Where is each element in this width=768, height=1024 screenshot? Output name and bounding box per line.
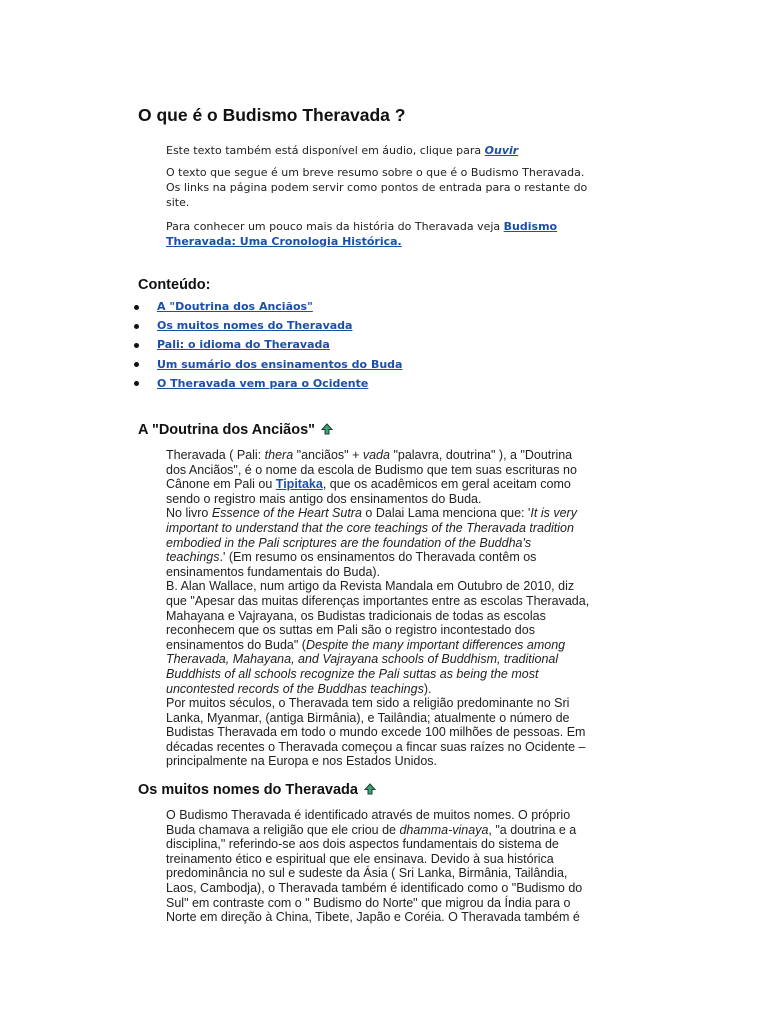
chronology-link[interactable]: Budismo xyxy=(503,220,558,233)
text-line xyxy=(166,682,589,697)
toc-link-nomes[interactable]: Os muitos nomes do Theravada xyxy=(157,319,353,333)
listen-link[interactable]: Ouvir xyxy=(484,144,519,157)
quote-text: uncontested records of the Buddhas teachings xyxy=(166,681,424,696)
text-line xyxy=(166,219,557,234)
text-line: principalmente na Europa e nos Estados Unidos. xyxy=(166,754,437,769)
text-run: , "a doutrina e a xyxy=(488,822,577,837)
text-line: B. Alan Wallace, num artigo da Revista Mandala em Outubro de 2010, diz xyxy=(166,579,575,594)
text-line: Mahayana e Vajrayana, os Budistas tradicionais de todas as escolas xyxy=(166,608,546,623)
text-line: treinamento ético e espiritual que ele ensinava. Devido à sua histórica xyxy=(166,851,554,866)
quote-line: important to understand that the core teachings of the Theravada tradition xyxy=(166,520,574,535)
text-line: Lanka, Myanmar, (antiga Birmânia), e Tailândia; atualmente o número de xyxy=(166,710,570,725)
section-body-doutrina xyxy=(166,448,589,769)
quote-line: Theravada, Mahayana, and Vajrayana schools of Buddhism, traditional xyxy=(166,652,559,667)
page-title: O que é o Budismo Theravada ? xyxy=(138,105,406,125)
section-heading-nomes xyxy=(138,781,376,799)
section-heading-text: Os muitos nomes do Theravada xyxy=(138,782,358,798)
section-body-nomes xyxy=(166,808,582,925)
text-line xyxy=(166,143,518,158)
text-run: , que os acadêmicos em geral aceitam como xyxy=(322,477,571,492)
quote-line: Buddhists of all schools recognize the Pali suttas as being the most xyxy=(166,666,539,681)
text-run: No livro xyxy=(166,506,212,521)
chronology-text: Para conhecer um pouco mais da história do Theravada veja xyxy=(166,220,504,233)
up-arrow-icon[interactable] xyxy=(321,423,333,435)
text-run: "anciãos" + xyxy=(293,448,363,462)
text-line: reconhecem que os suttas em Pali são o registro incontestado dos xyxy=(166,623,535,638)
text-line: Budistas Theravada em todo o mundo excede 100 milhões de pessoas. Em xyxy=(166,725,586,740)
toc-heading: Conteúdo: xyxy=(138,277,211,293)
toc-link-doutrina[interactable]: A "Doutrina dos Anciãos" xyxy=(157,300,313,313)
up-arrow-icon[interactable] xyxy=(364,783,376,795)
text-line xyxy=(166,550,589,565)
text-line xyxy=(166,506,589,521)
text-line: disciplina," referindo-se aos dois aspectos fundamentais do sistema de xyxy=(166,837,559,852)
text-line xyxy=(166,234,557,249)
chronology-link[interactable]: Theravada: Uma Cronologia Histórica. xyxy=(166,235,402,248)
toc-link-ocidente[interactable]: O Theravada vem para o Ocidente xyxy=(157,376,369,390)
italic-term: vada xyxy=(362,448,390,462)
bullet xyxy=(134,343,139,348)
text-run: "palavra, doutrina" ), a "Doutrina xyxy=(389,448,573,462)
text-run: Theravada ( Pali: xyxy=(166,448,265,462)
text-line: sendo o registro mais antigo dos ensinamentos do Buda. xyxy=(166,491,482,506)
text-run: ). xyxy=(423,681,432,696)
text-line: site. xyxy=(166,196,190,209)
toc-link-sumario[interactable]: Um sumário dos ensinamentos do Buda xyxy=(157,357,403,371)
text-line: Sul" em contraste com o " Budismo do Norte" que migrou da Índia para o xyxy=(166,895,571,910)
quote-text: It is very xyxy=(530,506,577,521)
text-line: Norte em direção à China, Tibete, Japão e Coréia. O Theravada também é xyxy=(166,910,580,925)
toc-link-pali[interactable]: Pali: o idioma do Theravada xyxy=(157,338,330,352)
text-run: Cânone em Pali ou xyxy=(166,477,276,492)
text-line: Os links na página podem servir como pontos de entrada para o restante do xyxy=(166,181,588,194)
intro-audio xyxy=(166,143,518,158)
section-heading-doutrina xyxy=(138,421,333,439)
text-run: o Dalai Lama menciona que: ' xyxy=(361,506,531,521)
text-line: Laos, Cambodja), o Theravada também é identificado como o "Budismo do xyxy=(166,880,583,895)
bullet xyxy=(134,362,139,367)
text-line xyxy=(166,638,589,653)
audio-text: Este texto também está disponível em áudio, clique para xyxy=(166,144,485,157)
intro-summary xyxy=(166,165,587,210)
text-line xyxy=(166,823,582,838)
text-line: predominância no sul e sudeste da Ásia ( Sri Lanka, Birmânia, Tailândia, xyxy=(166,866,568,881)
quote-text: Despite the many important differences among xyxy=(305,637,566,652)
intro-chronology xyxy=(166,219,557,249)
text-line: ensinamentos fundamentais do Buda). xyxy=(166,564,381,579)
text-line xyxy=(166,448,589,463)
text-line xyxy=(166,477,589,492)
text-run: ensinamentos do Buda" ( xyxy=(166,637,306,652)
quote-text: teachings xyxy=(166,550,220,565)
bullet xyxy=(134,381,139,386)
bullet xyxy=(134,305,139,310)
italic-term: thera xyxy=(264,448,294,462)
tipitaka-link[interactable]: Tipitaka xyxy=(275,477,323,492)
text-line: que "Apesar das muitas diferenças importantes entre as escolas Theravada, xyxy=(166,593,590,608)
text-run: .' (Em resumo os ensinamentos do Theravada contêm os xyxy=(219,550,537,565)
bullet xyxy=(134,324,139,329)
quote-line: embodied in the Pali scriptures are the foundation of the Buddha's xyxy=(166,535,532,550)
book-title: Essence of the Heart Sutra xyxy=(211,506,362,521)
text-line: O Budismo Theravada é identificado através de muitos nomes. O próprio xyxy=(166,808,571,822)
italic-term: dhamma-vinaya xyxy=(399,822,489,837)
section-heading-text: A "Doutrina dos Anciãos" xyxy=(138,422,316,438)
text-line: décadas recentes o Theravada começou a fincar suas raízes no Ocidente – xyxy=(166,739,586,754)
text-line: dos Anciãos", é o nome da escola de Budismo que tem suas escrituras no xyxy=(166,462,577,477)
text-line: Por muitos séculos, o Theravada tem sido a religião predominante no Sri xyxy=(166,696,570,711)
text-line: O texto que segue é um breve resumo sobre o que é o Budismo Theravada. xyxy=(166,166,585,179)
text-run: Buda chamava a religião que ele criou de xyxy=(166,822,400,837)
